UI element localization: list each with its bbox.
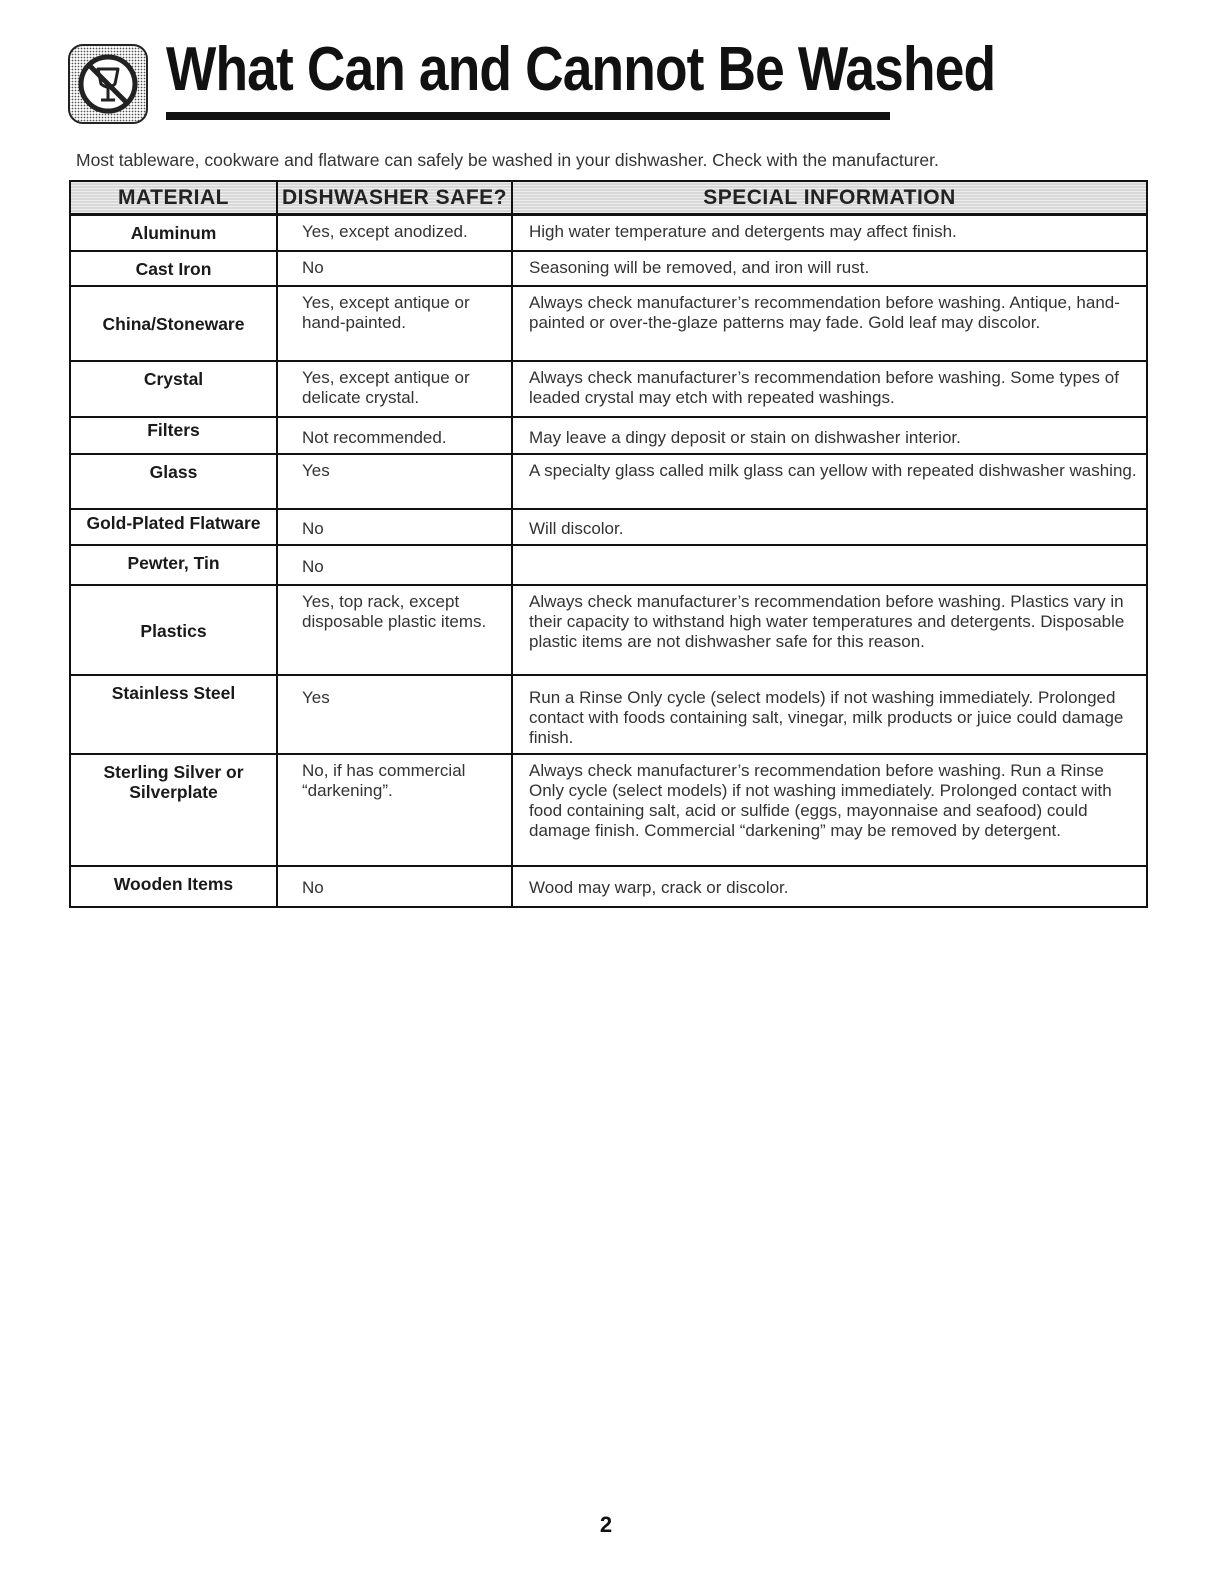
material-cell: Sterling Silver or Silverplate [70, 754, 277, 866]
dishwasher-safe-cell: Yes, except antique or delicate crystal. [277, 361, 512, 417]
special-info-cell: Always check manufacturer’s recommendation before washing. Run a Rinse Only cycle (select models) if not washing immediately. Prolonged contact with food containing salt, acid or sulfide (eggs, mayonnaise and seafood) could damage finish. Commercial “darkening” may be removed by detergent. [512, 754, 1147, 866]
material-cell: Filters [70, 417, 277, 454]
dishwasher-safe-cell: Yes [277, 675, 512, 754]
table-row [70, 361, 1147, 417]
material-cell: Crystal [70, 361, 277, 417]
special-info-cell: Always check manufacturer’s recommendation before washing. Some types of leaded crystal may etch with repeated washings. [512, 361, 1147, 417]
special-info-cell: Wood may warp, crack or discolor. [512, 866, 1147, 907]
material-cell: Wooden Items [70, 866, 277, 907]
dishwasher-safe-cell: Yes, except antique or hand-painted. [277, 286, 512, 361]
table-row [70, 251, 1147, 286]
dishwasher-safe-cell: No [277, 866, 512, 907]
column-header-dishwasher-safe: DISHWASHER SAFE? [277, 181, 512, 215]
page-title: What Can and Cannot Be Washed [166, 35, 996, 104]
washability-table [69, 180, 1148, 908]
table-row [70, 286, 1147, 361]
intro-text: Most tableware, cookware and flatware can safely be washed in your dishwasher. Check with the manufacturer. [76, 150, 939, 170]
table-row [70, 509, 1147, 545]
table-row [70, 454, 1147, 509]
dishwasher-safe-cell: No [277, 509, 512, 545]
material-cell: Plastics [70, 585, 277, 675]
material-cell: Pewter, Tin [70, 545, 277, 585]
dishwasher-safe-cell: Yes [277, 454, 512, 509]
special-info-cell: May leave a dingy deposit or stain on dishwasher interior. [512, 417, 1147, 454]
dishwasher-safe-cell: Not recommended. [277, 417, 512, 454]
special-info-cell [512, 545, 1147, 585]
material-cell: Cast Iron [70, 251, 277, 286]
table-row [70, 866, 1147, 907]
special-info-cell: Always check manufacturer’s recommendation before washing. Antique, hand-painted or over-the-glaze patterns may fade. Gold leaf may discolor. [512, 286, 1147, 361]
material-cell: Gold-Plated Flatware [70, 509, 277, 545]
table-row [70, 754, 1147, 866]
table-header-row [70, 181, 1147, 215]
material-cell: Glass [70, 454, 277, 509]
dishwasher-safe-cell: Yes, top rack, except disposable plastic items. [277, 585, 512, 675]
dishwasher-safe-cell: Yes, except anodized. [277, 215, 512, 251]
column-header-special-information: SPECIAL INFORMATION [512, 181, 1147, 215]
page-header [68, 35, 996, 130]
dishwasher-safe-cell: No [277, 251, 512, 286]
table-row [70, 417, 1147, 454]
title-underline [166, 112, 890, 120]
special-info-cell: Run a Rinse Only cycle (select models) if not washing immediately. Prolonged contact with foods containing salt, vinegar, milk products or juice could damage finish. [512, 675, 1147, 754]
material-cell: Stainless Steel [70, 675, 277, 754]
table-row [70, 675, 1147, 754]
dishwasher-safe-cell: No, if has commercial “darkening”. [277, 754, 512, 866]
special-info-cell: Seasoning will be removed, and iron will rust. [512, 251, 1147, 286]
material-cell: China/Stoneware [70, 286, 277, 361]
table-row [70, 585, 1147, 675]
special-info-cell: A specialty glass called milk glass can yellow with repeated dishwasher washing. [512, 454, 1147, 509]
special-info-cell: Will discolor. [512, 509, 1147, 545]
column-header-material: MATERIAL [70, 181, 277, 215]
special-info-cell: Always check manufacturer’s recommendation before washing. Plastics vary in their capacity to withstand high water temperatures and detergents. Disposable plastic items are not dishwasher safe for this reason. [512, 585, 1147, 675]
table-row [70, 215, 1147, 251]
material-cell: Aluminum [70, 215, 277, 251]
no-glass-icon [68, 44, 148, 124]
table-row [70, 545, 1147, 585]
special-info-cell: High water temperature and detergents may affect finish. [512, 215, 1147, 251]
dishwasher-safe-cell: No [277, 545, 512, 585]
page-number: 2 [599, 1512, 613, 1537]
